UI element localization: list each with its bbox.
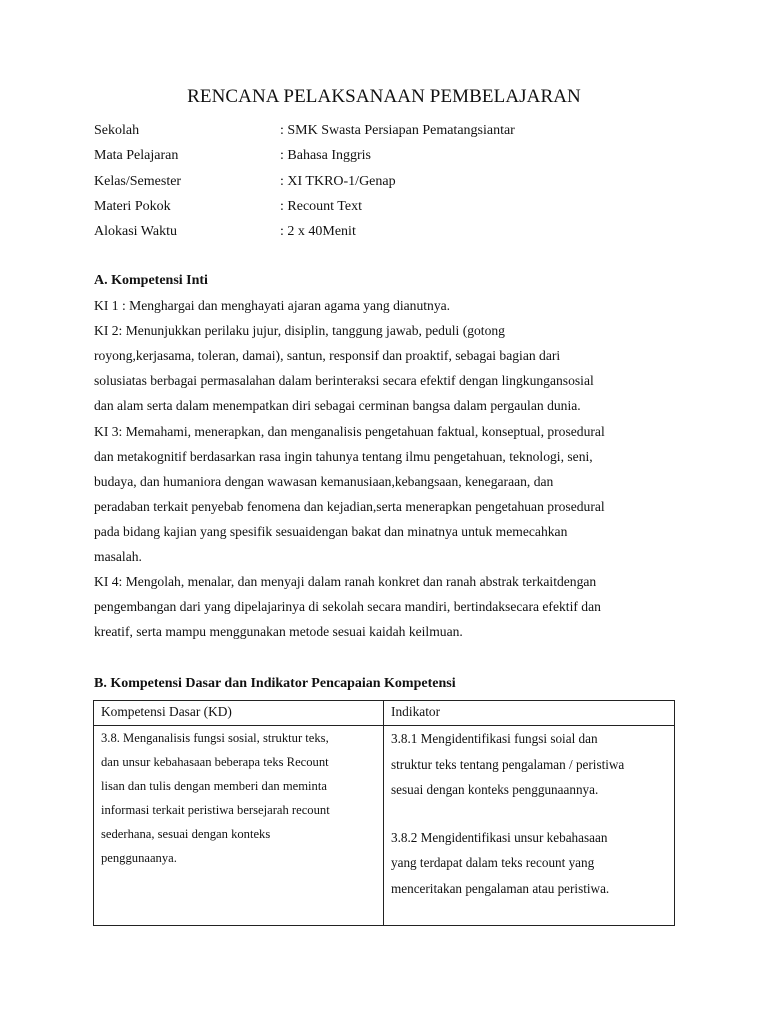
column-header-indikator: Indikator (384, 701, 675, 726)
info-value: : 2 x 40Menit (280, 224, 356, 240)
table-header-row (94, 701, 675, 726)
paragraph-line: peradaban terkait penyebab fenomena dan kejadian,serta menerapkan pengetahuan prosedural (94, 498, 605, 514)
kd-line: informasi terkait peristiwa bersejarah recount (101, 803, 330, 817)
indikator-line: yang terdapat dalam teks recount yang (391, 855, 595, 871)
paragraph-line: KI 3: Memahami, menerapkan, dan menganalisis pengetahuan faktual, konseptual, prosedural (94, 423, 605, 439)
paragraph-line: budaya, dan humaniora dengan wawasan kemanusiaan,kebangsaan, kenegaraan, dan (94, 473, 554, 489)
indikator-line: 3.8.2 Mengidentifikasi unsur kebahasaan (391, 829, 608, 845)
info-value: : Recount Text (280, 198, 362, 214)
kd-line: penggunaanya. (101, 851, 177, 865)
paragraph-line: dan metakognitif berdasarkan rasa ingin tahunya tentang ilmu pengetahuan, teknologi, seni, (94, 448, 593, 464)
paragraph-line: KI 4: Mengolah, menalar, dan menyaji dalam ranah konkret dan ranah abstrak terkaitdengan (94, 574, 597, 590)
indikator-line: struktur teks tentang pengalaman / peristiwa (391, 756, 625, 772)
paragraph-line: royong,kerjasama, toleran, damai), santun, responsif dan proaktif, sebagai bagian dari (94, 348, 561, 364)
indikator-line: sesuai dengan konteks penggunaannya. (391, 782, 599, 798)
indikator-line: menceritakan pengalaman atau peristiwa. (391, 880, 610, 896)
paragraph-line: pengembangan dari yang dipelajarinya di sekolah secara mandiri, bertindaksecara efektif dan (94, 599, 601, 615)
info-label: Materi Pokok (94, 198, 171, 214)
indikator-cell (384, 726, 675, 926)
kd-line: dan unsur kebahasaan beberapa teks Recount (101, 755, 329, 769)
kd-indikator-table (93, 700, 675, 926)
section-kompetensi-inti (94, 268, 684, 644)
paragraph-line: pada bidang kajian yang spesifik sesuaidengan bakat dan minatnya untuk memecahkan (94, 523, 568, 539)
spacer (391, 803, 667, 825)
kd-line: 3.8. Menganalisis fungsi sosial, struktur teks, (101, 731, 329, 745)
document-title: RENCANA PELAKSANAAN PEMBELAJARAN (187, 86, 581, 107)
paragraph-line: KI 2: Menunjukkan perilaku jujur, disiplin, tanggung jawab, peduli (gotong (94, 323, 505, 339)
info-label: Alokasi Waktu (94, 224, 177, 240)
column-header-kd: Kompetensi Dasar (KD) (94, 701, 384, 726)
info-value: : XI TKRO-1/Genap (280, 173, 396, 189)
paragraph-line: masalah. (94, 549, 142, 565)
table-row (94, 726, 675, 926)
paragraph-line: dan alam serta dalam menempatkan diri sebagai cerminan bangsa dalam pergaulan dunia. (94, 398, 581, 414)
info-label: Kelas/Semester (94, 173, 182, 189)
paragraph-line: solusiatas berbagai permasalahan dalam berinteraksi secara efektif dengan lingkungansosial (94, 373, 594, 389)
kd-line: lisan dan tulis dengan memberi dan meminta (101, 779, 327, 793)
info-value: : SMK Swasta Persiapan Pematangsiantar (280, 123, 515, 138)
section-heading-kompetensi-dasar: B. Kompetensi Dasar dan Indikator Pencapaian Kompetensi (94, 676, 456, 691)
kd-cell (94, 726, 384, 926)
indikator-line: 3.8.1 Mengidentifikasi fungsi soial dan (391, 731, 598, 746)
section-heading: A. Kompetensi Inti (94, 273, 208, 288)
paragraph-line: kreatif, serta mampu menggunakan metode sesuai kaidah keilmuan. (94, 624, 463, 640)
info-value: : Bahasa Inggris (280, 148, 371, 164)
info-label: Mata Pelajaran (94, 148, 179, 164)
paragraph-line: KI 1 : Menghargai dan menghayati ajaran agama yang dianutnya. (94, 298, 451, 314)
kd-line: sederhana, sesuai dengan konteks (101, 827, 271, 841)
info-label: Sekolah (94, 123, 140, 138)
